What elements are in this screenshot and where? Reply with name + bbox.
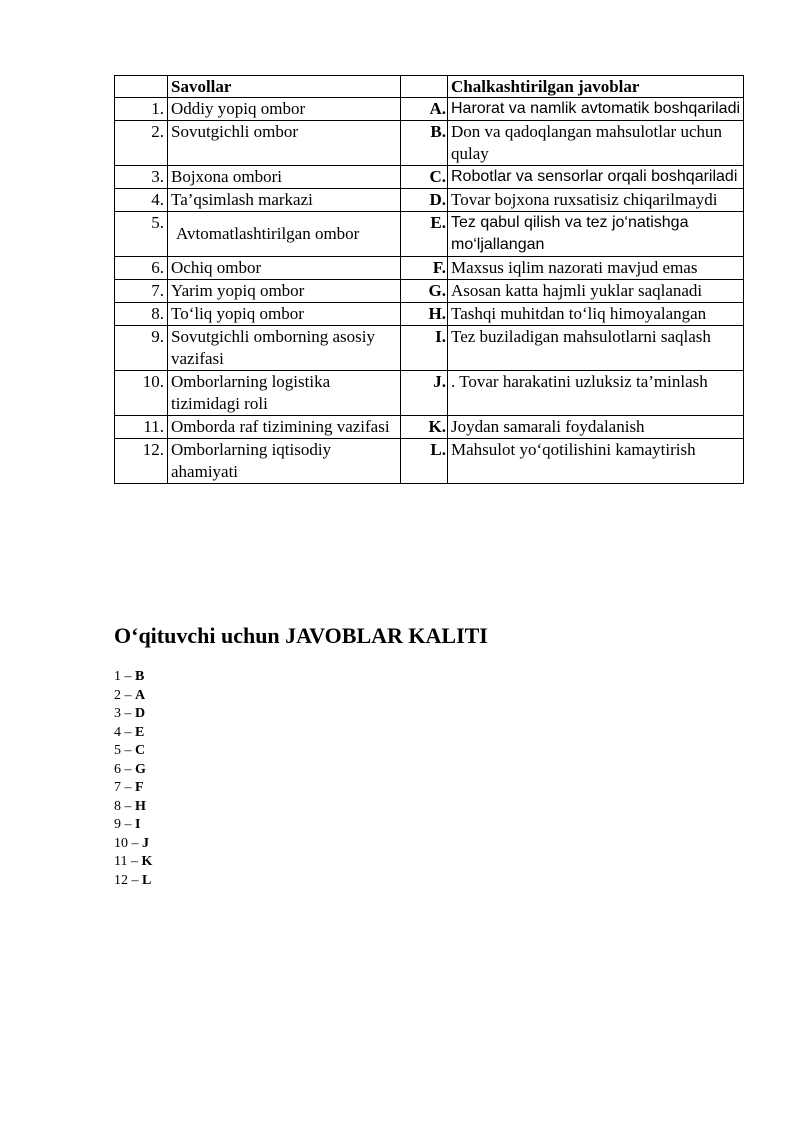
key-letter: J (142, 835, 149, 851)
table-row (115, 98, 744, 121)
key-number: 12 – (114, 872, 139, 888)
answer-key-item (114, 742, 152, 761)
key-number: 2 – (114, 687, 132, 703)
answer-letter: B. (401, 121, 448, 166)
answer-text: Tovar bojxona ruxsatisiz chiqarilmaydi (448, 189, 744, 212)
question-text: Bojxona ombori (168, 166, 401, 189)
row-number: 10. (115, 371, 168, 416)
key-letter: A (135, 687, 146, 703)
question-text: Ochiq ombor (168, 257, 401, 280)
answer-letter: A. (401, 98, 448, 121)
table-row (115, 371, 744, 416)
answer-key-list (114, 668, 152, 890)
key-letter: G (135, 761, 146, 777)
answer-letter: C. (401, 166, 448, 189)
answer-key-item (114, 872, 152, 891)
key-letter: F (135, 780, 144, 795)
answer-text: Don va qadoqlangan mahsulotlar uchun qulay (448, 121, 744, 166)
key-number: 10 – (114, 835, 139, 851)
answer-key-title: O‘qituvchi uchun JAVOBLAR KALITI (114, 623, 488, 648)
question-text: Avtomatlashtirilgan ombor (168, 212, 401, 257)
question-text: Ta’qsimlash markazi (168, 189, 401, 212)
header-answers: Chalkashtirilgan javoblar (448, 76, 744, 98)
answer-text: . Tovar harakatini uzluksiz ta’minlash (448, 371, 744, 416)
answer-letter: I. (401, 326, 448, 371)
table-row (115, 303, 744, 326)
answer-letter: G. (401, 280, 448, 303)
table-row (115, 189, 744, 212)
question-text: Yarim yopiq ombor (168, 280, 401, 303)
key-letter: C (135, 743, 146, 758)
answer-text: Robotlar va sensorlar orqali boshqariladi (448, 166, 744, 189)
question-text: Sovutgichli ombor (168, 121, 401, 166)
key-number: 8 – (114, 798, 132, 814)
table-row (115, 121, 744, 166)
key-letter: B (135, 669, 145, 684)
question-text: To‘liq yopiq ombor (168, 303, 401, 326)
row-number: 9. (115, 326, 168, 371)
answer-key-item (114, 705, 152, 724)
key-letter: D (135, 706, 146, 721)
answer-text: Asosan katta hajmli yuklar saqlanadi (448, 280, 744, 303)
table-row (115, 166, 744, 189)
table-row (115, 257, 744, 280)
row-number: 6. (115, 257, 168, 280)
row-number: 4. (115, 189, 168, 212)
key-number: 11 – (114, 854, 138, 869)
answer-key-item (114, 835, 152, 854)
answer-text: Joydan samarali foydalanish (448, 416, 744, 439)
table-header-row (115, 76, 744, 98)
key-number: 6 – (114, 761, 132, 777)
key-number: 5 – (114, 743, 132, 758)
key-number: 3 – (114, 706, 132, 721)
question-text: Omborlarning logistika tizimidagi roli (168, 371, 401, 416)
answer-letter: D. (401, 189, 448, 212)
header-questions: Savollar (168, 76, 401, 98)
answer-text: Harorat va namlik avtomatik boshqariladi (448, 98, 744, 121)
row-number: 5. (115, 212, 168, 257)
answer-key-item (114, 853, 152, 872)
question-text: Omborda raf tizimining vazifasi (168, 416, 401, 439)
row-number: 1. (115, 98, 168, 121)
answer-letter: E. (401, 212, 448, 257)
row-number: 3. (115, 166, 168, 189)
header-num-cell (115, 76, 168, 98)
answer-letter: H. (401, 303, 448, 326)
answer-text: Tez buziladigan mahsulotlarni saqlash (448, 326, 744, 371)
key-letter: K (141, 854, 153, 869)
answer-key-item (114, 779, 152, 798)
row-number: 12. (115, 439, 168, 484)
table-row (115, 326, 744, 371)
question-text: Oddiy yopiq ombor (168, 98, 401, 121)
table-row (115, 212, 744, 257)
answer-key-item (114, 668, 152, 687)
table-row (115, 439, 744, 484)
answer-text: Tez qabul qilish va tez jo‘natishga mo‘ljallangan (448, 212, 744, 257)
key-number: 1 – (114, 669, 132, 684)
row-number: 2. (115, 121, 168, 166)
answer-text: Mahsulot yo‘qotilishini kamaytirish (448, 439, 744, 484)
header-letter-cell (401, 76, 448, 98)
key-letter: I (135, 817, 141, 832)
answer-key-item (114, 724, 152, 743)
key-number: 7 – (114, 780, 132, 795)
matching-table (114, 75, 744, 484)
key-number: 4 – (114, 724, 132, 740)
answer-letter: F. (401, 257, 448, 280)
answer-letter: J. (401, 371, 448, 416)
answer-text: Maxsus iqlim nazorati mavjud emas (448, 257, 744, 280)
row-number: 8. (115, 303, 168, 326)
key-letter: L (142, 872, 152, 888)
question-text: Omborlarning iqtisodiy ahamiyati (168, 439, 401, 484)
answer-key-item (114, 761, 152, 780)
answer-letter: K. (401, 416, 448, 439)
key-letter: H (135, 798, 146, 814)
answer-letter: L. (401, 439, 448, 484)
row-number: 11. (115, 416, 168, 439)
row-number: 7. (115, 280, 168, 303)
question-text: Sovutgichli omborning asosiy vazifasi (168, 326, 401, 371)
answer-key-item (114, 816, 152, 835)
table-row (115, 416, 744, 439)
table-row (115, 280, 744, 303)
answer-key-item (114, 687, 152, 706)
key-number: 9 – (114, 817, 132, 832)
key-letter: E (135, 724, 145, 740)
answer-key-item (114, 798, 152, 817)
answer-text: Tashqi muhitdan to‘liq himoyalangan (448, 303, 744, 326)
